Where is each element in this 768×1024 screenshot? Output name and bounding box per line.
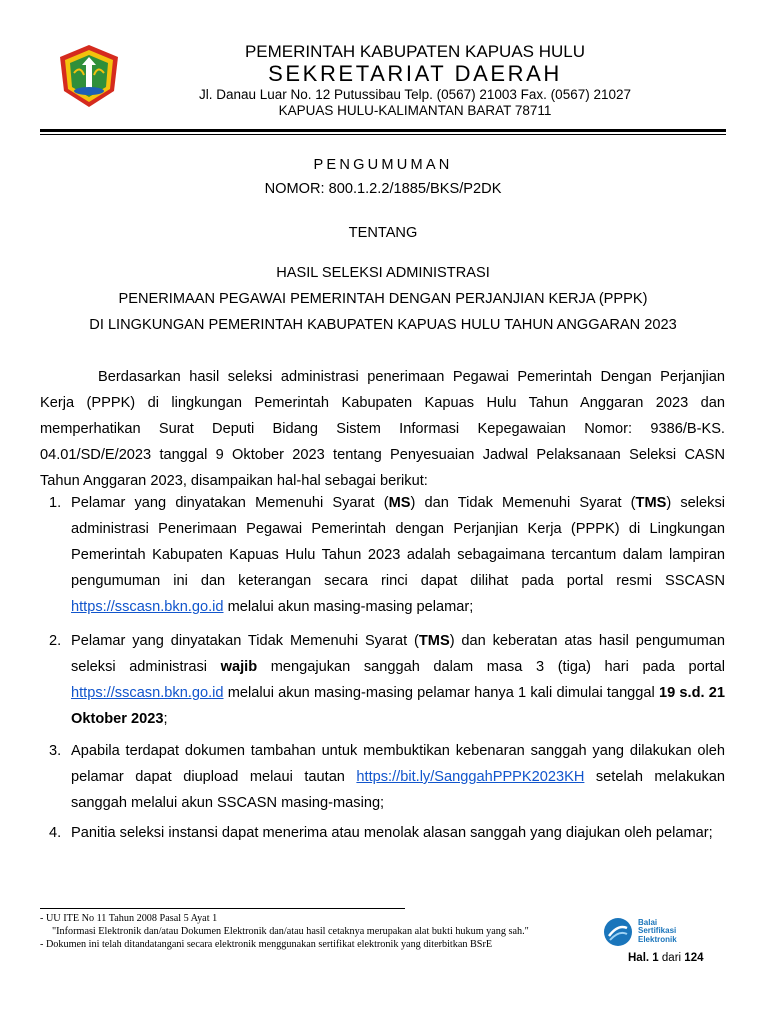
bsre-line: Elektronik bbox=[638, 934, 677, 944]
item-text-part: ) dan Tidak Memenuhi Syarat ( bbox=[410, 495, 636, 511]
item-bold-date-range: 19 s.d. 21 Oktober 2023 bbox=[71, 685, 725, 727]
item-bold-tms: TMS bbox=[418, 633, 450, 649]
letterhead-address: Jl. Danau Luar No. 12 Putussibau Telp. (0567) 21003 Fax. (0567) 21027 bbox=[198, 87, 632, 102]
list-item-number: 3. bbox=[49, 743, 62, 759]
page-current: 1 bbox=[652, 952, 659, 964]
item-bold-tms: TMS bbox=[635, 495, 667, 511]
intro-text: Berdasarkan hasil seleksi administrasi penerimaan Pegawai Pemerintah Dengan Perjanjian Kerja (PPPK) di lingkungan Pemerintah Kabupaten Kapuas Hulu Tahun Anggaran 2023 dan memperhatikan Surat Deputi Bidang Sistem Informasi Kepegawaian Nomor: 9386/B-KS. 04.01/SD/E/2023 tanggal 9 Oktober 2023 tentang Penyesuaian Jadwal Pelaksanaan Seleksi CASN Tahun Anggaran 2023, disampaikan hal-hal sebagai berikut: bbox=[40, 369, 725, 489]
letterhead-divider-thick bbox=[40, 129, 726, 132]
item-text-part: melalui akun masing-masing pelamar hanya 1 kali dimulai tanggal bbox=[223, 685, 659, 701]
item-text-part: melalui akun masing-masing pelamar; bbox=[223, 599, 474, 615]
list-item-text bbox=[71, 820, 725, 846]
footer-law-quote: "Informasi Elektronik dan/atau Dokumen Elektronik dan/atau hasil cetaknya merupakan alat bukti hukum yang sah." bbox=[52, 926, 529, 937]
item-text-part: Pelamar yang dinyatakan Memenuhi Syarat ( bbox=[71, 495, 389, 511]
item-text-part: ) seleksi administrasi Penerimaan Pegawai Pemerintah dengan Perjanjian Kerja (PPPK) di Lingkungan Pemerintah Kabupaten Kapuas Hulu Tahun 2023 adalah sebagaimana tercantum dalam lampiran pengumuman ini dan keterangan secara rinci dapat dilihat pada portal resmi SSCASN bbox=[71, 495, 725, 589]
list-item-number: 1. bbox=[49, 495, 62, 511]
regency-coat-of-arms-icon bbox=[56, 43, 122, 109]
list-item bbox=[40, 628, 725, 732]
list-item-number: 4. bbox=[49, 825, 62, 841]
item-text-part: mengajukan sanggah dalam masa 3 (tiga) hari pada portal bbox=[257, 659, 725, 675]
letterhead-region: KAPUAS HULU-KALIMANTAN BARAT 78711 bbox=[278, 103, 552, 118]
announcement-subject-3: DI LINGKUNGAN PEMERINTAH KABUPATEN KAPUAS HULU TAHUN ANGGARAN 2023 bbox=[89, 317, 677, 333]
sscasn-link[interactable]: https://sscasn.bkn.go.id bbox=[71, 599, 224, 615]
list-item-number: 2. bbox=[49, 633, 62, 649]
list-item-text bbox=[71, 490, 725, 620]
bsre-line: Balai bbox=[638, 918, 658, 927]
item-text-part: ; bbox=[163, 711, 168, 727]
bsre-wordmark bbox=[638, 919, 677, 944]
announcement-number: NOMOR: 800.1.2.2/1885/BKS/P2DK bbox=[264, 181, 502, 197]
sanggah-upload-link[interactable]: https://bit.ly/SanggahPPPK2023KH bbox=[356, 769, 585, 785]
list-item bbox=[40, 490, 725, 620]
announcement-subject-1: HASIL SELEKSI ADMINISTRASI bbox=[276, 265, 490, 281]
item-text-part: Panitia seleksi instansi dapat menerima atau menolak alasan sanggah yang diajukan oleh pelamar; bbox=[71, 825, 713, 841]
item-bold-wajib: wajib bbox=[220, 659, 258, 675]
page-number bbox=[628, 952, 703, 964]
announcement-heading: PENGUMUMAN bbox=[313, 157, 453, 173]
item-text-part: ) dan keberatan atas hasil pengumuman seleksi administrasi bbox=[71, 633, 726, 675]
footer-divider bbox=[40, 908, 405, 909]
letterhead-government: PEMERINTAH KABUPATEN KAPUAS HULU bbox=[244, 42, 586, 61]
list-item bbox=[40, 820, 725, 846]
page-label: Hal. bbox=[628, 952, 650, 964]
announcement-subject-2: PENERIMAAN PEGAWAI PEMERINTAH DENGAN PERJANJIAN KERJA (PPPK) bbox=[118, 291, 648, 307]
announcement-about-label: TENTANG bbox=[348, 225, 418, 241]
list-item-text bbox=[71, 738, 725, 816]
list-item bbox=[40, 738, 725, 816]
list-item-text bbox=[71, 628, 725, 732]
page-total: 124 bbox=[684, 952, 704, 964]
item-text-part: setelah melakukan sanggah melalui akun SSCASN masing-masing; bbox=[71, 769, 726, 811]
letterhead-divider-thin bbox=[40, 134, 726, 135]
item-text-part: Apabila terdapat dokumen tambahan untuk membuktikan kebenaran sanggah yang dilakukan oleh pelamar dapat diupload melaui tautan bbox=[71, 743, 725, 785]
item-bold-ms: MS bbox=[388, 495, 411, 511]
letterhead-office: SEKRETARIAT DAERAH bbox=[268, 61, 562, 86]
sscasn-link[interactable]: https://sscasn.bkn.go.id bbox=[71, 685, 224, 701]
footer-esign-note: - Dokumen ini telah ditandatangani secara elektronik menggunakan sertifikat elektronik yang diterbitkan BSrE bbox=[40, 939, 493, 950]
item-text-part: Pelamar yang dinyatakan Tidak Memenuhi Syarat ( bbox=[71, 633, 419, 649]
bsre-line: Sertifikasi bbox=[638, 926, 677, 936]
footer-law-reference: - UU ITE No 11 Tahun 2008 Pasal 5 Ayat 1 bbox=[40, 913, 218, 924]
intro-paragraph bbox=[40, 364, 725, 494]
page-of: dari bbox=[661, 952, 682, 964]
